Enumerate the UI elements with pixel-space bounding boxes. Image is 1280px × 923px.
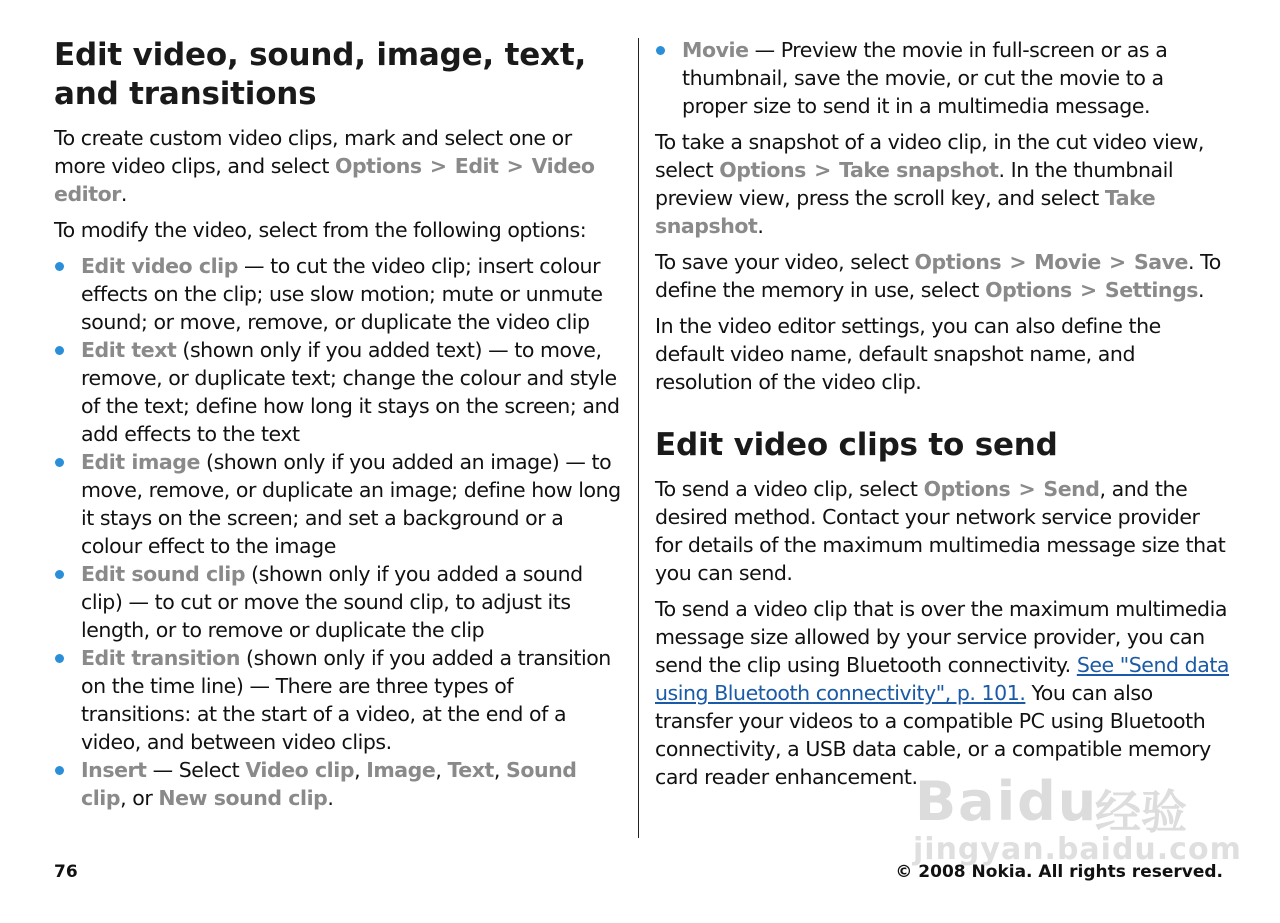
text: . In the thumbnail preview view, press the scroll key, and select — [655, 158, 1174, 210]
bullet-icon — [55, 346, 64, 355]
intro-text: To create custom video clips, mark and select one or more video clips, and select — [54, 126, 572, 178]
punct: , — [493, 758, 507, 782]
menu-save: Save — [1133, 250, 1189, 274]
sep: > — [429, 154, 447, 178]
menu-movie: Movie — [1034, 250, 1101, 274]
settings-paragraph: In the video editor settings, you can also define the default video name, default snapshot name, and resolution of the video clip. — [655, 314, 1161, 394]
bluetooth-link[interactable]: See "Send data using Bluetooth connectivity", p. 101. — [655, 653, 1230, 705]
sep: > — [814, 158, 831, 182]
item-label: Edit video clip — [81, 254, 238, 278]
item-text: (shown only if you added a transition on the time line) — There are three types of transitions: at the start of a video, at the end of a video, and between video clips. — [81, 646, 611, 754]
item-text: — to cut the video clip; insert colour effects on the clip; use slow motion; mute or unmute sound; or move, remove, or duplicate the video clip — [81, 254, 603, 334]
column-divider — [638, 38, 639, 838]
sep: > — [1009, 250, 1027, 274]
punct: . — [327, 786, 334, 810]
text: To save your video, select — [655, 250, 915, 274]
bluetooth-paragraph — [655, 595, 1230, 791]
left-column — [54, 34, 626, 820]
option-image: Image — [366, 758, 436, 782]
punct: , or — [120, 786, 159, 810]
item-label: Edit text — [81, 338, 177, 362]
punct: . — [757, 214, 764, 238]
menu-options: Options — [923, 477, 1011, 501]
menu-options: Options — [334, 154, 422, 178]
option-new-sound-clip: New sound clip — [158, 786, 328, 810]
menu-take-snapshot: Take snapshot — [655, 186, 1156, 238]
bullet-icon — [55, 458, 64, 467]
menu-video-editor: Video editor — [54, 154, 595, 206]
bullet-icon — [55, 654, 64, 663]
list-item-insert — [54, 756, 626, 812]
modify-paragraph: To modify the video, select from the following options: — [54, 218, 587, 242]
save-paragraph — [655, 248, 1230, 304]
punct: , — [435, 758, 448, 782]
page-number: 76 — [54, 862, 78, 882]
baidu-watermark — [905, 770, 1242, 870]
item-label: Edit image — [81, 450, 200, 474]
sep: > — [1109, 250, 1126, 274]
item-label: Edit sound clip — [81, 562, 246, 586]
section-heading: Edit video clips to send — [655, 427, 1058, 463]
menu-settings: Settings — [1104, 278, 1199, 302]
punct: . — [120, 182, 127, 206]
list-item — [54, 336, 626, 448]
watermark-url: jingyan.baidu.com — [913, 832, 1242, 867]
bullet-icon — [55, 262, 64, 271]
bullet-icon — [55, 570, 64, 579]
bullet-icon — [55, 766, 64, 775]
text: To send a video clip, select — [655, 477, 924, 501]
sep: > — [506, 154, 524, 178]
list-item — [54, 644, 626, 756]
intro-paragraph — [54, 124, 626, 208]
punct: . — [1198, 278, 1205, 302]
item-text: — Preview the movie in full-screen or as a thumbnail, save the movie, or cut the movie to a proper size to send it in a multimedia message. — [682, 38, 1168, 118]
punct: , — [354, 758, 367, 782]
item-text: — Select — [146, 758, 246, 782]
list-item — [54, 560, 626, 644]
menu-take-snapshot: Take snapshot — [839, 158, 999, 182]
list-item — [54, 252, 626, 336]
text: To send a video clip that is over the maximum multimedia message size allowed by your service provider, you can send the clip using Bluetooth connectivity. — [655, 597, 1227, 677]
text: You can also transfer your videos to a compatible PC using Bluetooth connectivity, a USB data cable, or a compatible memory card reader enhancement. — [655, 681, 1211, 789]
text: . To define the memory in use, select — [655, 250, 1221, 302]
item-text: (shown only if you added an image) — to move, remove, or duplicate an image; define how long it stays on the screen; and set a background or a colour effect to the image — [81, 450, 621, 558]
copyright: © 2008 Nokia. All rights reserved. — [895, 862, 1223, 882]
snapshot-paragraph — [655, 128, 1230, 240]
item-label: Edit transition — [81, 646, 240, 670]
watermark-logo: Baidu — [915, 770, 1099, 833]
option-sound-clip: Sound clip — [81, 758, 577, 810]
item-text: (shown only if you added text) — to move, remove, or duplicate text; change the colour and style of the text; define how long it stays on the screen; and add effects to the text — [81, 338, 620, 446]
menu-send: Send — [1043, 477, 1100, 501]
menu-options: Options — [719, 158, 806, 182]
sep: > — [1018, 477, 1036, 501]
right-column — [655, 34, 1230, 799]
movie-list — [655, 36, 1230, 120]
list-item — [54, 448, 626, 560]
bullet-icon — [656, 46, 665, 55]
list-item-movie — [655, 36, 1230, 120]
text: To take a snapshot of a video clip, in the cut video view, select — [655, 130, 1204, 182]
item-text: (shown only if you added a sound clip) — to cut or move the sound clip, to adjust its length, or to remove or duplicate the clip — [81, 562, 583, 642]
option-video-clip: Video clip — [245, 758, 355, 782]
menu-edit: Edit — [454, 154, 499, 178]
send-paragraph — [655, 475, 1230, 587]
options-list — [54, 252, 626, 812]
menu-options: Options — [985, 278, 1072, 302]
item-label: Movie — [682, 38, 749, 62]
item-label: Insert — [81, 758, 147, 782]
watermark-cn: 经验 — [1095, 785, 1187, 839]
page-title: Edit video, sound, image, text, and transitions — [54, 37, 587, 112]
menu-options: Options — [914, 250, 1002, 274]
text: , and the desired method. Contact your network service provider for details of the maximum multimedia message size that you can send. — [655, 477, 1226, 585]
sep: > — [1079, 278, 1097, 302]
option-text: Text — [447, 758, 494, 782]
